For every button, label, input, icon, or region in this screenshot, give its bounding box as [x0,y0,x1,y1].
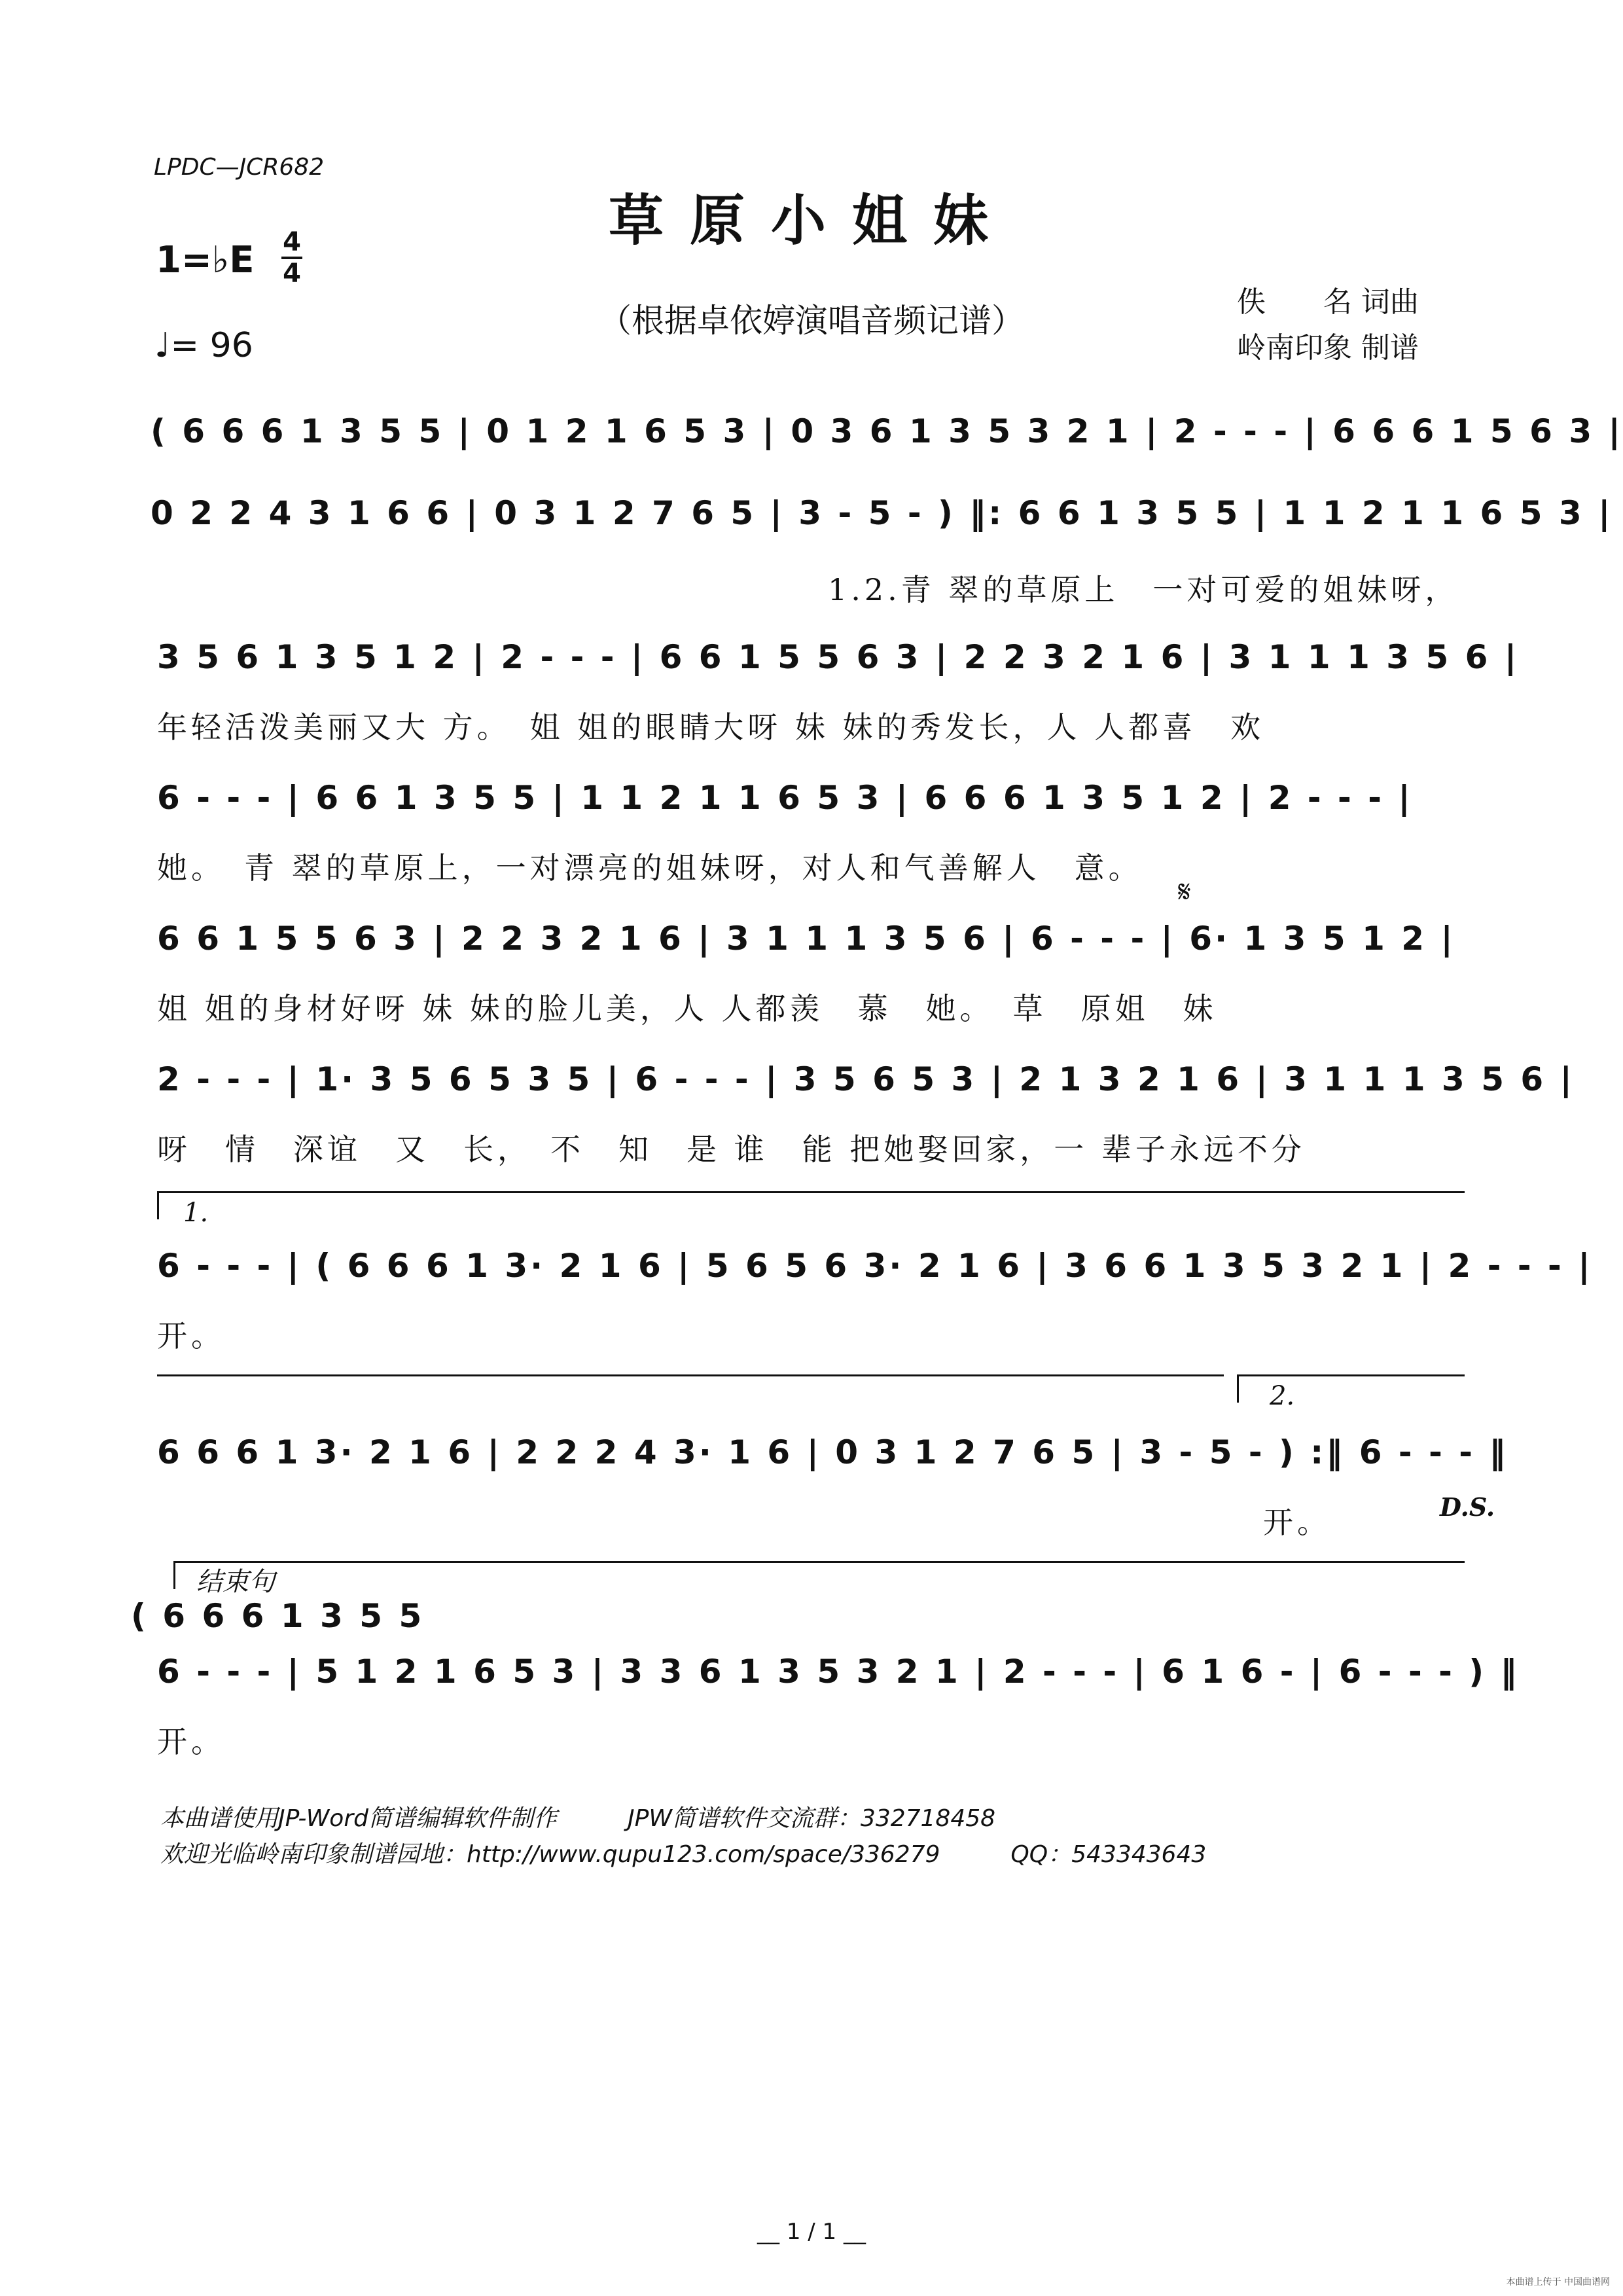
lyric-row-7: 开。 [157,1318,225,1354]
key-signature: 1=♭E [156,239,255,281]
credit-lyrics: 佚 名 词曲 [1237,285,1419,319]
lyric-row-5: 姐 姐的身材好呀 妹 妹的脸儿美，人 人都羡 慕 她。 草 原姐 妹 [157,991,1217,1026]
volta-2-label: 2. [1270,1381,1295,1411]
lyric-row-9: 开。 [157,1724,225,1759]
tempo-marking: ♩= 96 [154,326,253,365]
score-row-6: 2 - - - | 1· 3 5 6 5 3 5 | 6 - - - | 3 5 6 5 3 | 2 1 3 2 1 6 | 3 1 1 1 3 5 6 | [157,1060,1575,1098]
score-row-8: 6 6 6 1 3· 2 1 6 | 2 2 2 4 3· 1 6 | 0 3 1 2 7 6 5 | 3 - 5 - ) :‖ 6 - - - ‖ [157,1433,1508,1471]
coda-label: 结束句 [196,1567,275,1597]
score-row-3: 3 5 6 1 3 5 1 2 | 2 - - - | 6 6 1 5 5 6 3 | 2 2 3 2 1 6 | 3 1 1 1 3 5 6 | [157,638,1520,676]
time-signature-bottom: 4 [283,259,301,289]
volta-1-label: 1. [183,1198,209,1228]
score-row-5: 6 6 1 5 5 6 3 | 2 2 3 2 1 6 | 3 1 1 1 3 5 6 | 6 - - - | 6· 1 3 5 1 2 | [157,920,1455,958]
footer-line-2: 欢迎光临岭南印象制谱园地：http://www.qupu123.com/space/336279 QQ：543343643 [160,1841,1207,1868]
ds-marking: D.S. [1440,1492,1495,1522]
lyric-row-8: 开。 [1263,1505,1331,1540]
segno-sign: 𝄋 [1178,874,1191,909]
score-row-2: 0 2 2 4 3 1 6 6 | 0 3 1 2 7 6 5 | 3 - 5 - ) ‖: 6 6 1 3 5 5 | 1 1 2 1 1 6 5 3 | [151,494,1613,532]
footer-line-1: 本曲谱使用JP-Word简谱编辑软件制作 JPW简谱软件交流群：332718458 [160,1805,996,1832]
score-row-1: ( 6 6 6 1 3 5 5 | 0 1 2 1 6 5 3 | 0 3 6 1 3 5 3 2 1 | 2 - - - | 6 6 6 1 5 6 3 | [151,412,1623,450]
lyric-row-3: 年轻活泼美丽又大 方。 姐 姐的眼睛大呀 妹 妹的秀发长，人 人都喜 欢 [157,709,1265,745]
time-signature [281,228,302,288]
lyric-row-2: 1.2.青 翠的草原上 一对可爱的姐妹呀， [828,572,1459,607]
coda-bracket [173,1561,1465,1589]
score-row-9: 6 - - - | 5 1 2 1 6 5 3 | 3 3 6 1 3 5 3 2 1 | 2 - - - | 6 1 6 - | 6 - - - ) ‖ [157,1653,1520,1691]
upload-watermark: 本曲谱上传于 中国曲谱网 [1506,2277,1610,2287]
page-title: 草原小姐妹 [608,188,1014,253]
score-row-4: 6 - - - | 6 6 1 3 5 5 | 1 1 2 1 1 6 5 3 | 6 6 6 1 3 5 1 2 | 2 - - - | [157,779,1413,817]
subtitle: （根据卓依婷演唱音频记谱） [599,302,1024,340]
page-number: __ 1 / 1 __ [757,2219,866,2245]
volta-1-bracket [157,1191,1465,1219]
score-code: LPDC—JCR682 [154,154,325,181]
volta-continuation-line [157,1374,1224,1376]
credit-arranger: 岭南印象 制谱 [1237,331,1419,365]
score-row-7: 6 - - - | ( 6 6 6 1 3· 2 1 6 | 5 6 5 6 3· 2 1 6 | 3 6 6 1 3 5 3 2 1 | 2 - - - | [157,1247,1593,1285]
lyric-row-4: 她。 青 翠的草原上，一对漂亮的姐妹呀，对人和气善解人 意。 [157,850,1143,886]
coda-upper-line: ( 6 6 6 1 3 5 5 [131,1597,425,1635]
time-signature-top: 4 [283,227,301,257]
lyric-row-6: 呀 情 深谊 又 长， 不 知 是 谁 能 把她娶回家，一 辈子永远不分 [157,1132,1306,1167]
